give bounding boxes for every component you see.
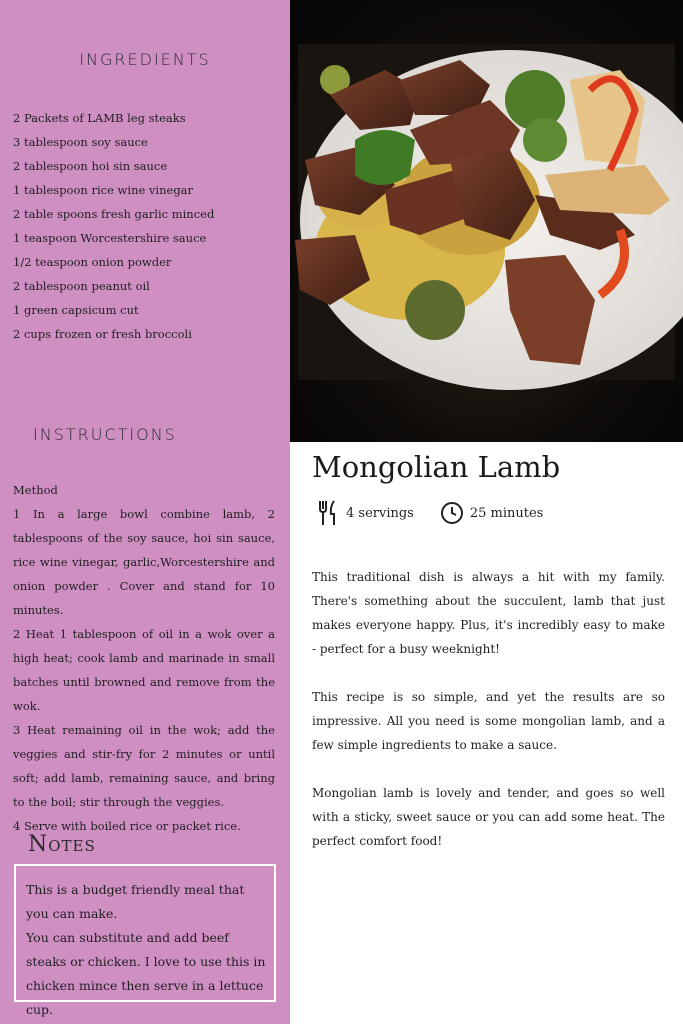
method-step: 3 Heat remaining oil in the wok; add the veggies and stir-fry for 2 minutes or until soft; add lamb, remaining sauce, and bring to the boil; stir through the veggies. [13,723,275,809]
servings-text: 4 servings [346,505,414,521]
method-step: 2 Heat 1 tablespoon of oil in a wok over a high heat; cook lamb and marinade in small batches until browned and remove from the wok. [13,627,275,713]
method-label: Method [13,483,58,497]
method-step: 4 Serve with boiled rice or packet rice. [13,819,241,833]
main-panel [290,0,683,1024]
description-paragraph: This recipe is so simple, and yet the results are so impressive. All you need is some mongolian lamb, and a few simple ingredients to make a sauce. [312,690,665,752]
ingredients-list [13,106,283,346]
ingredient-item: 1 green capsicum cut [13,303,139,317]
left-sidebar [0,0,290,1024]
dish-photo [290,0,683,442]
ingredient-item: 1/2 teaspoon onion powder [13,255,172,269]
ingredient-item: 1 teaspoon Worcestershire sauce [13,231,207,245]
recipe-meta [316,498,543,528]
recipe-title: Mongolian Lamb [312,450,561,484]
recipe-description [312,565,665,877]
green-capsicum [355,130,415,185]
notes-line: You can substitute and add beef steaks or chicken. I love to use this in chicken mince then serve in a lettuce cup. [26,930,266,1017]
fork-knife-icon [316,499,340,527]
ingredient-item: 3 tablespoon soy sauce [13,135,148,149]
notes-heading: Notes [28,832,96,857]
ingredient-item: 2 table spoons fresh garlic minced [13,207,215,221]
ingredient-item: 2 Packets of LAMB leg steaks [13,111,186,125]
ingredients-heading: INGREDIENTS [79,50,211,69]
method-section [13,478,275,838]
description-paragraph: Mongolian lamb is lovely and tender, and goes so well with a sticky, sweet sauce or you can add some heat. The perfect comfort food! [312,786,665,848]
notes-box [14,864,276,1017]
ingredient-item: 2 tablespoon hoi sin sauce [13,159,168,173]
ingredient-item: 2 tablespoon peanut oil [13,279,150,293]
time-text: 25 minutes [469,505,544,521]
description-paragraph: This traditional dish is always a hit with my family. There's something about the succulent, lamb that just makes everyone happy. Plus, it's incredibly easy to make - perfect for a busy weeknight! [312,570,665,656]
ingredient-item: 2 cups frozen or fresh broccoli [13,327,192,341]
ingredient-item: 1 tablespoon rice wine vinegar [13,183,194,197]
notes-line: This is a budget friendly meal that you can make. [26,882,245,921]
method-step: 1 In a large bowl combine lamb, 2 tablespoons of the soy sauce, hoi sin sauce, rice wine vinegar, garlic,Worcestershire and onion powder . Cover and stand for 10 minutes. [13,507,275,617]
instructions-heading: INSTRUCTIONS [33,425,177,444]
clock-icon [440,499,464,527]
